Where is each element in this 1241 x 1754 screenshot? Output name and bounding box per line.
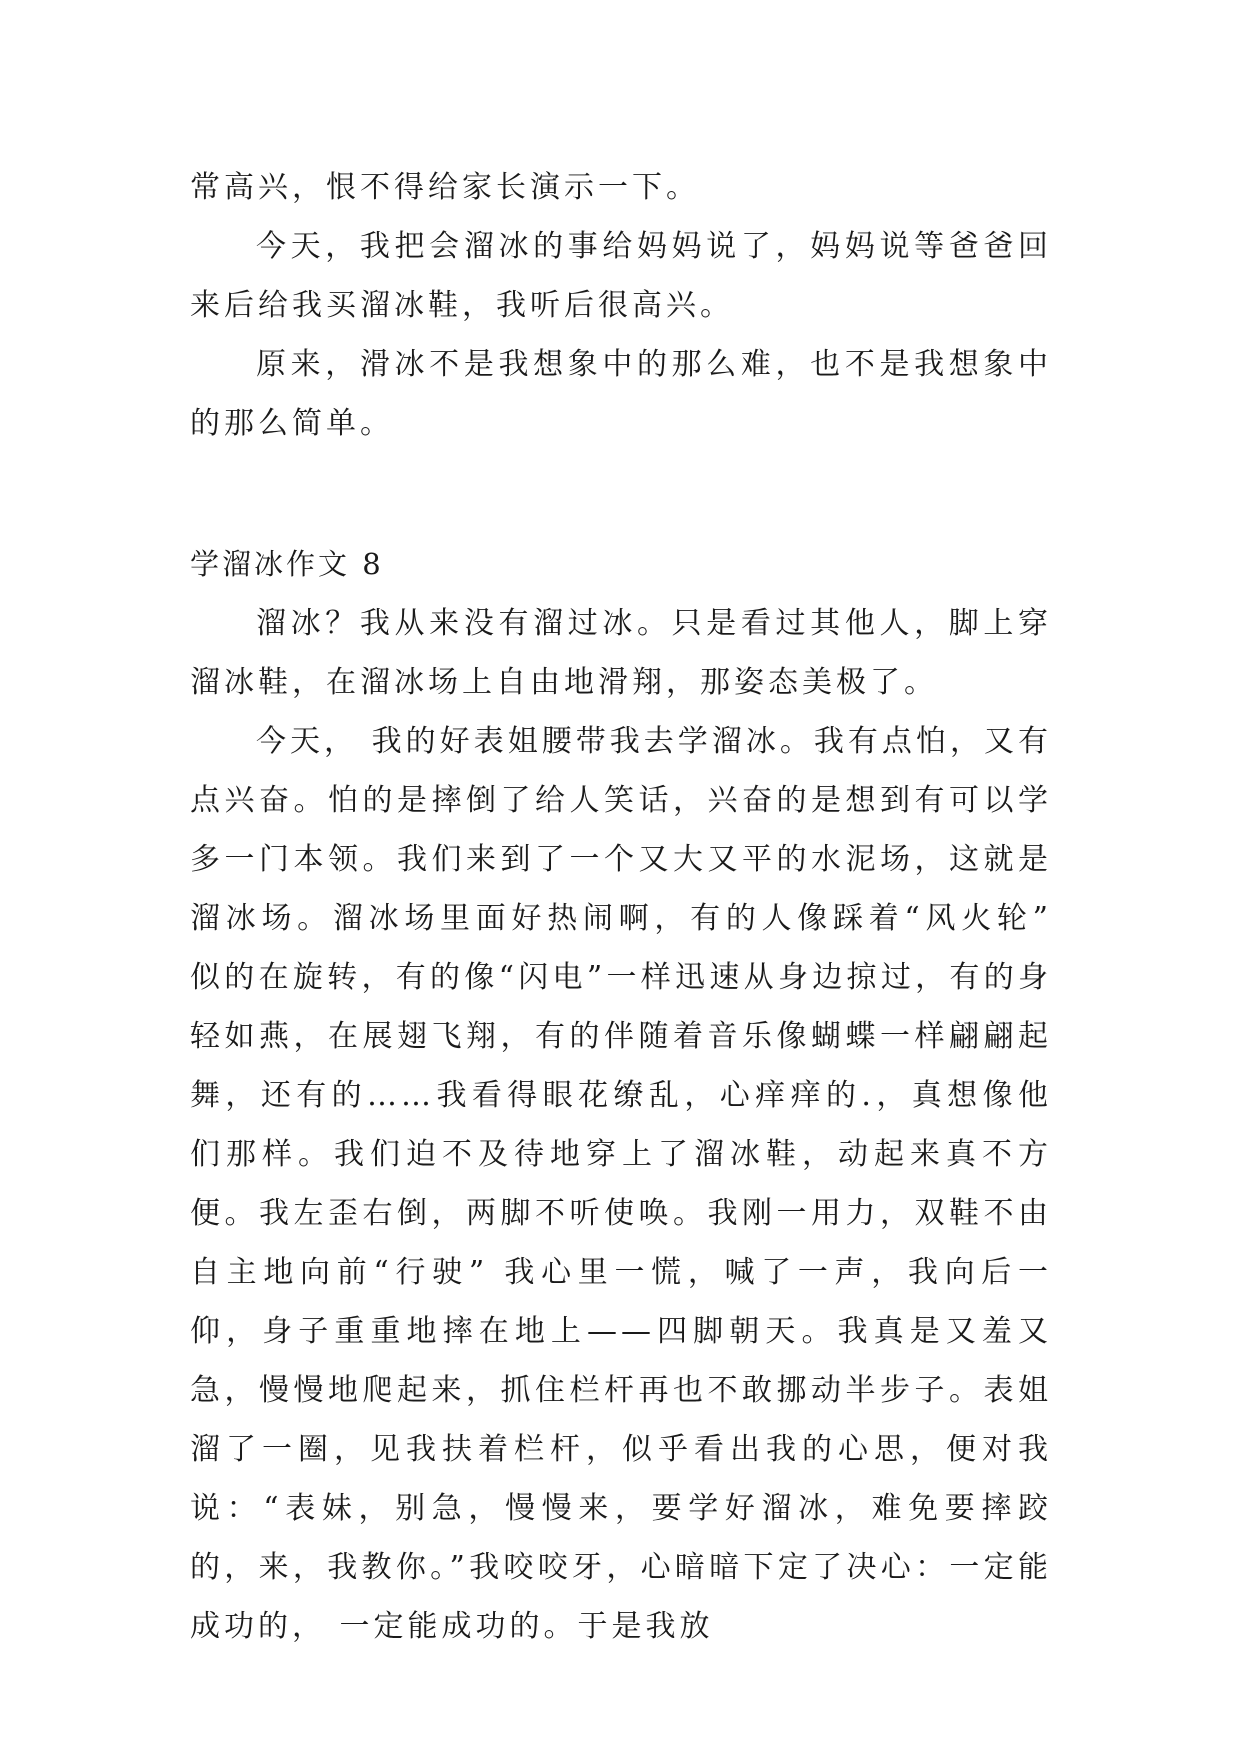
paragraph-continuation: 常高兴，恨不得给家长演示一下。 [190,170,700,205]
document-body [190,158,1052,1656]
section-title: 学溜冰作文 8 [190,547,384,581]
paragraph-mother-promise: 今天，我把会溜冰的事给妈妈说了，妈妈说等爸爸回来后给我买溜冰鞋，我听后很高兴。 [190,229,1052,323]
paragraph-conclusion: 原来，滑冰不是我想象中的那么难，也不是我想象中的那么简单。 [190,347,1052,441]
paragraph-learning-story: 今天， 我的好表姐腰带我去学溜冰。我有点怕，又有点兴奋。怕的是摔倒了给人笑话，兴奋的是想到有可以学多一门本领。我们来到了一个又大又平的水泥场，这就是溜冰场。溜冰场里面好热闹啊，有的人像踩着“风火轮” 似的在旋转，有的像“闪电”一样迅速从身边掠过，有的身轻如燕，在展翅飞翔，有的伴随着音乐像蝴蝶一样翩翩起舞，还有的……我看得眼花缭乱，心痒痒的.，真想像他们那样。我们迫不及待地穿上了溜冰鞋，动起来真不方便。我左歪右倒，两脚不听使唤。我刚一用力，双鞋不由自主地向前“行驶” 我心里一慌，喊了一声，我向后一仰，身子重重地摔在地上——四脚朝天。我真是又羞又急，慢慢地爬起来，抓住栏杆再也不敢挪动半步子。表姐溜了一圈，见我扶着栏杆，似乎看出我的心思，便对我说：“表妹，别急，慢慢来，要学好溜冰，难免要摔跤的，来，我教你。”我咬咬牙，心暗暗下定了决心：一定能成功的， 一定能成功的。于是我放 [190,724,1052,1644]
paragraph-never-skated: 溜冰？我从来没有溜过冰。只是看过其他人，脚上穿溜冰鞋，在溜冰场上自由地滑翔，那姿态美极了。 [190,606,1052,700]
